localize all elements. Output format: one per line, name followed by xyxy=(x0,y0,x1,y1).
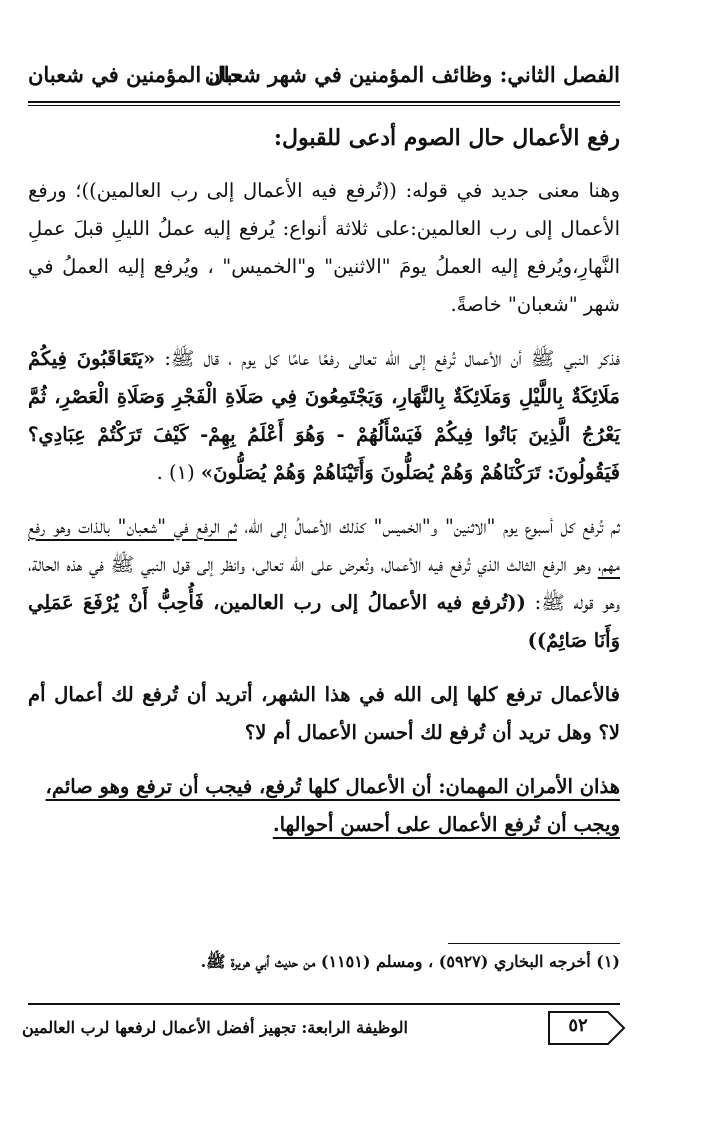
footnote: (١) أخرجه البخاري (٥٩٢٧) ، ومسلم (١١٥١) من حديث أبي هريرة ﷺ. xyxy=(200,952,620,971)
underlined-phrase: ثم الرفع في "شعبان" بالذات وهو رفع مهم، xyxy=(28,515,620,576)
page-number: ٥٢ xyxy=(568,1015,588,1036)
hadith-text: «يَتَعَاقَبُونَ فِيكُمْ مَلَائِكَةٌ بِاللَّيْلِ وَمَلَائِكَةٌ بِالنَّهَارِ، وَيَجْتَمِعُونَ فِي صَلَاةِ الْفَجْرِ وَصَلَاةِ الْعَصْرِ، ثُمَّ يَعْرُجُ الَّذِينَ بَاتُوا فِيكُمْ فَيَسْأَلُهُمْ - وَهُوَ أَعْلَمُ بِهِمْ- كَيْفَ تَرَكْتُمْ عِبَادِي؟ فَيَقُولُونَ: تَرَكْنَاهُمْ وَهُمْ يُصَلُّونَ وَأَتَيْنَاهُمْ وَهُمْ يُصَلُّونَ» xyxy=(28,347,620,484)
paragraph-4: فالأعمال ترفع كلها إلى الله في هذا الشهر، أتريد أن تُرفع لك أعمال أم لا؟ وهل تريد أن تُرفع لك أحسن الأعمال أم لا؟ xyxy=(28,683,620,744)
paragraph-2-intro: فذكر النبي ﷺ أن الأعمال تُرفع إلى الله تعالى رفعًا عامًا كل يوم ، قال ﷺ: xyxy=(164,347,620,370)
running-title: حال المؤمنين في شعبان xyxy=(28,62,244,87)
page-body xyxy=(28,118,620,844)
chapter-title: الفصل الثاني: وظائف المؤمنين في شهر شعبان xyxy=(204,62,620,87)
paragraph-1: وهنا معنى جديد في قوله: ((تُرفع فيه الأعمال إلى رب العالمين))؛ ورفع الأعمال إلى رب العالمين:على ثلاثة أنواع: يُرفع إليه عملُ الليلِ قبلَ عملِ النَّهارِ،ويُرفع إليه العملُ يومَ "الاثنين" و"الخميس" ، ويُرفع إليه العملُ في شهر "شعبان" خاصةً. xyxy=(28,179,620,316)
footnote-rule xyxy=(448,943,620,944)
paragraph-3-start: ثم تُرفع كل أسبوع يوم "الاثنين" و"الخميس" كذلك الأعمالُ إلى الله، xyxy=(236,515,620,538)
header-rule-thin xyxy=(28,105,620,106)
paragraph-3-mid: وهو الرفع الثالث الذي تُرفع فيه الأعمال، وتُعرض على الله تعالى، وانظر إلى قول النبي ﷺ في هذه الحالة، وهو قوله ﷺ: xyxy=(28,553,620,614)
footer-section-title: الوظيفة الرابعة: تجهيز أفضل الأعمال لرفعها لرب العالمين xyxy=(22,1018,408,1037)
conclusion-line-1: هذان الأمران المهمان: أن الأعمال كلها تُرفع، فيجب أن ترفع وهو صائم، xyxy=(45,775,620,798)
paragraph-5 xyxy=(28,768,620,844)
header-rule xyxy=(28,101,620,103)
paragraph-3 xyxy=(28,508,620,660)
prophet-quote: ((تُرفع فيه الأعمالُ إلى رب العالمين، فَأُحِبُّ أَنْ يُرْفَعَ عَمَلِي وَأَنَا صَائِمٌ)) xyxy=(28,591,620,652)
footer-rule xyxy=(28,1003,620,1005)
page-header xyxy=(28,62,620,98)
footnote-ref: (١) . xyxy=(156,461,195,484)
conclusion-line-2: ويجب أن تُرفع الأعمال على أحسن أحوالها. xyxy=(272,813,620,836)
paragraph-2 xyxy=(28,340,620,492)
section-heading: رفع الأعمال حال الصوم أدعى للقبول: xyxy=(273,125,620,151)
